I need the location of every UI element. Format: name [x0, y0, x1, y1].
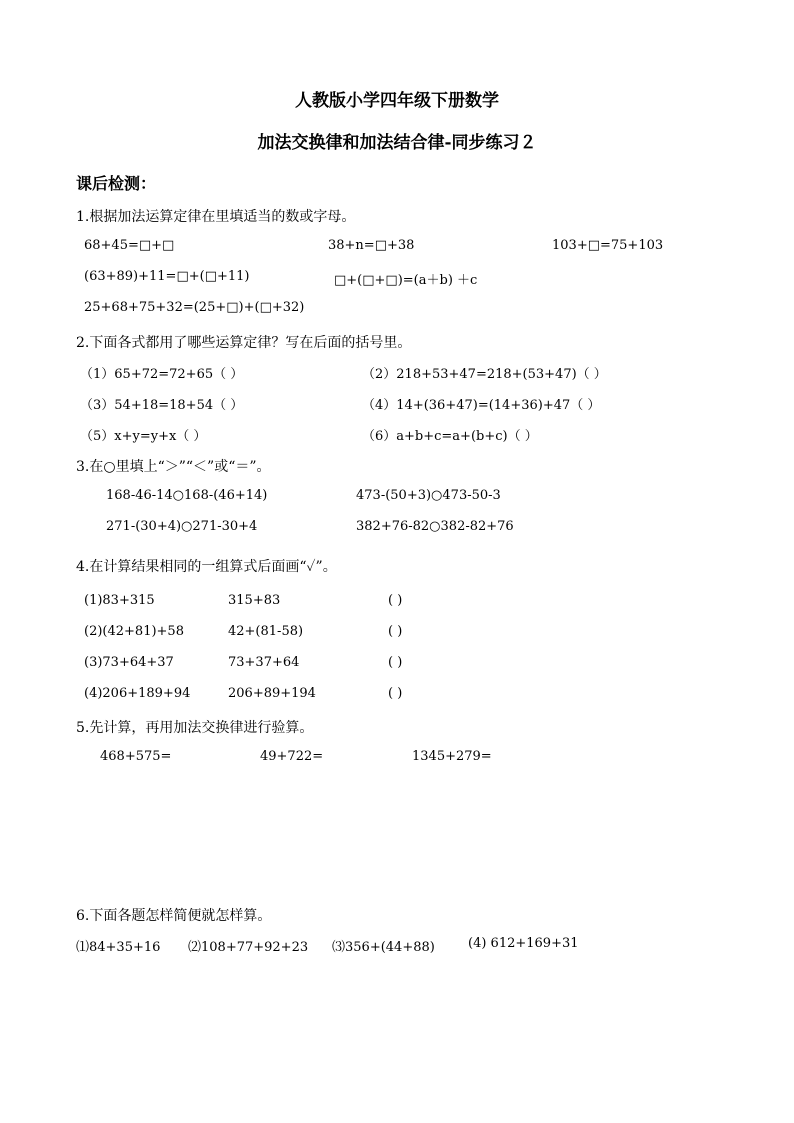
q3-item: 271-(30+4)○271-30+4: [106, 519, 258, 534]
q6-item: ⑶356+(44+88): [332, 940, 435, 955]
q4-left-expr: (4)206+189+94: [84, 686, 191, 701]
q2-item: （6）a+b+c=a+(b+c)（ ）: [362, 429, 538, 444]
q4-right-expr: 315+83: [228, 593, 281, 608]
q1-item: 25+68+75+32=(25+□)+(□+32): [84, 300, 305, 315]
q6-item: ⑵108+77+92+23: [188, 940, 309, 955]
q5-item: 468+575=: [100, 749, 172, 764]
q4-right-expr: 73+37+64: [228, 655, 300, 670]
q3-item: 168-46-14○168-(46+14): [106, 488, 268, 503]
q1-item: 38+n=□+38: [328, 238, 415, 253]
q5-item: 1345+279=: [412, 749, 492, 764]
q2-item: （2）218+53+47=218+(53+47)（ ）: [362, 367, 607, 382]
q4-answer-paren[interactable]: ( ): [388, 624, 403, 639]
q4-answer-paren[interactable]: ( ): [388, 655, 403, 670]
q4-answer-paren[interactable]: ( ): [388, 593, 403, 608]
q4-left-expr: (1)83+315: [84, 593, 155, 608]
q4-answer-paren[interactable]: ( ): [388, 686, 403, 701]
q2-item: （5）x+y=y+x（ ）: [80, 429, 207, 444]
q1-item: 68+45=□+□: [84, 238, 175, 253]
q1-item: 103+□=75+103: [552, 238, 664, 253]
q1-item: (63+89)+11=□+(□+11): [84, 269, 250, 284]
question-1-prompt: 1.根据加法运算定律在里填适当的数或字母。: [76, 209, 356, 225]
q4-right-expr: 42+(81-58): [228, 624, 304, 639]
q5-item: 49+722=: [260, 749, 324, 764]
question-3-prompt: 3.在○里填上“＞”“＜”或“＝”。: [76, 459, 271, 475]
page-title: 人教版小学四年级下册数学: [295, 91, 499, 111]
section-label: 课后检测：: [76, 174, 157, 193]
q6-item: (4) 612+169+31: [468, 936, 579, 951]
question-6-prompt: 6.下面各题怎样简便就怎样算。: [76, 908, 272, 924]
question-2-prompt: 2.下面各式都用了哪些运算定律？写在后面的括号里。: [76, 335, 412, 351]
q4-left-expr: (2)(42+81)+58: [84, 624, 184, 639]
q6-item: ⑴84+35+16: [76, 940, 161, 955]
q4-right-expr: 206+89+194: [228, 686, 316, 701]
q3-item: 382+76-82○382-82+76: [356, 519, 514, 534]
q3-item: 473-(50+3)○473-50-3: [356, 488, 501, 503]
question-5-prompt: 5.先计算，再用加法交换律进行验算。: [76, 720, 314, 736]
q2-item: （4）14+(36+47)=(14+36)+47（ ）: [362, 398, 601, 413]
question-4-prompt: 4.在计算结果相同的一组算式后面画“✓”。: [76, 559, 337, 575]
q1-item: □+(□+□)=(a＋b) ＋c: [334, 273, 478, 288]
q2-item: （1）65+72=72+65（ ）: [80, 367, 244, 382]
page-subtitle: 加法交换律和加法结合律-同步练习２: [257, 133, 537, 153]
q4-left-expr: (3)73+64+37: [84, 655, 174, 670]
q2-item: （3）54+18=18+54（ ）: [80, 398, 244, 413]
